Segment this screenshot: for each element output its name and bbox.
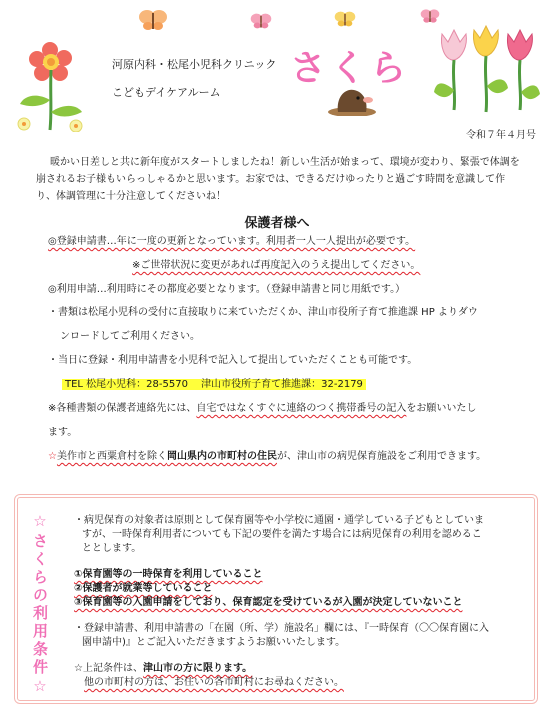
tulip-icon — [507, 30, 540, 110]
conditions-p1-line1: ・病児保育の対象者は原則として保育園等や小学校に通園・通学している子どもとしていま — [74, 515, 484, 526]
phone-numbers — [62, 375, 366, 390]
area-star: ☆ — [48, 451, 57, 462]
condition-item-2: ②保護者が就業等していること — [74, 583, 213, 594]
area-note-post: が、津山市の病児保育施設をご利用できます。 — [276, 451, 487, 462]
area-residents: 岡山県内の市町村の住民 — [166, 451, 277, 462]
conditions-p4: 他の市町村の方は、お住いの各市町村にお尋ねください。 — [84, 677, 344, 688]
butterfly-icon — [334, 10, 356, 28]
conditions-paragraph-2 — [74, 622, 526, 650]
butterfly-icon — [138, 8, 168, 32]
section-heading: 保護者様へ — [244, 216, 310, 231]
tulip-icon — [473, 26, 508, 112]
conditions-p3-pre: ☆上記条件は、 — [74, 663, 143, 674]
area-note — [48, 447, 486, 462]
registration-text: ◎登録申請書…年に一度の更新となっています。利用者一人一人提出が必要です。 — [48, 236, 416, 247]
butterfly-icon — [250, 12, 272, 30]
contact-note-pre: ※各種書類の保護者連絡先には、 — [48, 403, 197, 414]
registration-note — [132, 256, 420, 271]
conditions-p1-line2: すが、一時保育利用者についても下記の要件を満たす場合には病児保育の利用を認めるこ — [82, 529, 482, 540]
usage-line: ◎利用申請…利用時にその都度必要となります。（登録申請書と同じ用紙です。） — [48, 284, 406, 295]
tulips-illustration — [432, 20, 542, 116]
butterfly-icon — [420, 8, 440, 24]
issue-date: 令和７年４月号 — [466, 130, 536, 141]
contact-note-post: をお願いいたし — [406, 403, 477, 414]
conditions-paragraph-3 — [74, 662, 526, 690]
bullet-paper-forms-2: ンロードしてご利用ください。 — [60, 331, 200, 342]
contact-note-end: ます。 — [48, 427, 78, 438]
flower-illustration — [10, 40, 94, 132]
phone-numbers-text: TEL 松尾小児科：28-5570 津山市役所子育て推進課：32-2179 — [62, 379, 366, 390]
registration-note-text: ※ご世帯状況に変更があれば再度記入のうえ提出してください。 — [132, 260, 421, 271]
registration-line — [48, 232, 415, 247]
condition-item-1: ①保育園等の一時保育を利用していること — [74, 569, 263, 580]
conditions-p1-line3: ととします。 — [82, 543, 142, 554]
newsletter-title: さくら — [290, 48, 411, 89]
bullet-paper-forms-1: ・書類は松尾小児科の受付に直接取りに来ていただくか、津山市役所子育て推進課 HP よりダウ — [48, 307, 478, 318]
area-exclusion: 美作市と西粟倉村を除く — [56, 451, 167, 462]
clinic-name: 河原内科・松尾小児科クリニック — [112, 58, 277, 71]
conditions-p3-emphasis: 津山市の方に限ります。 — [142, 663, 253, 674]
contact-note-emphasis: 自宅ではなくすぐに連絡のつく携帯番号の記入 — [196, 403, 407, 414]
tulip-icon — [434, 30, 466, 110]
conditions-list — [74, 568, 526, 610]
conditions-vertical-title: ☆さくらの利用条件☆ — [31, 512, 49, 698]
bullet-same-day: ・当日に登録・利用申請書を小児科で記入して提出していただくことも可能です。 — [48, 355, 418, 366]
contact-note — [48, 399, 476, 414]
conditions-p2-line2: 園申請中)』とご記入いただきますようお願いいたします。 — [82, 637, 346, 648]
conditions-p2-line1: ・登録申請書、利用申請書の「在園（所、学）施設名」欄には、『一時保育（〇〇保育園に入 — [74, 623, 489, 634]
condition-item-3: ③保育園等の入園申請をしており、保育認定を受けているが入園が決定していないこと — [74, 597, 463, 608]
room-name: こどもデイケアルーム — [112, 86, 221, 99]
conditions-paragraph-1 — [74, 514, 526, 556]
intro-paragraph: 暖かい日差しと共に新年度がスタートしましたね！新しい生活が始まって、環境が変わり、緊張で体調を崩されるお子様もいらっしゃるかと思います。お家では、できるだけゆったりと過ごす時間を意識して作り、体調管理に十分注意してくださいね！ — [36, 157, 520, 202]
